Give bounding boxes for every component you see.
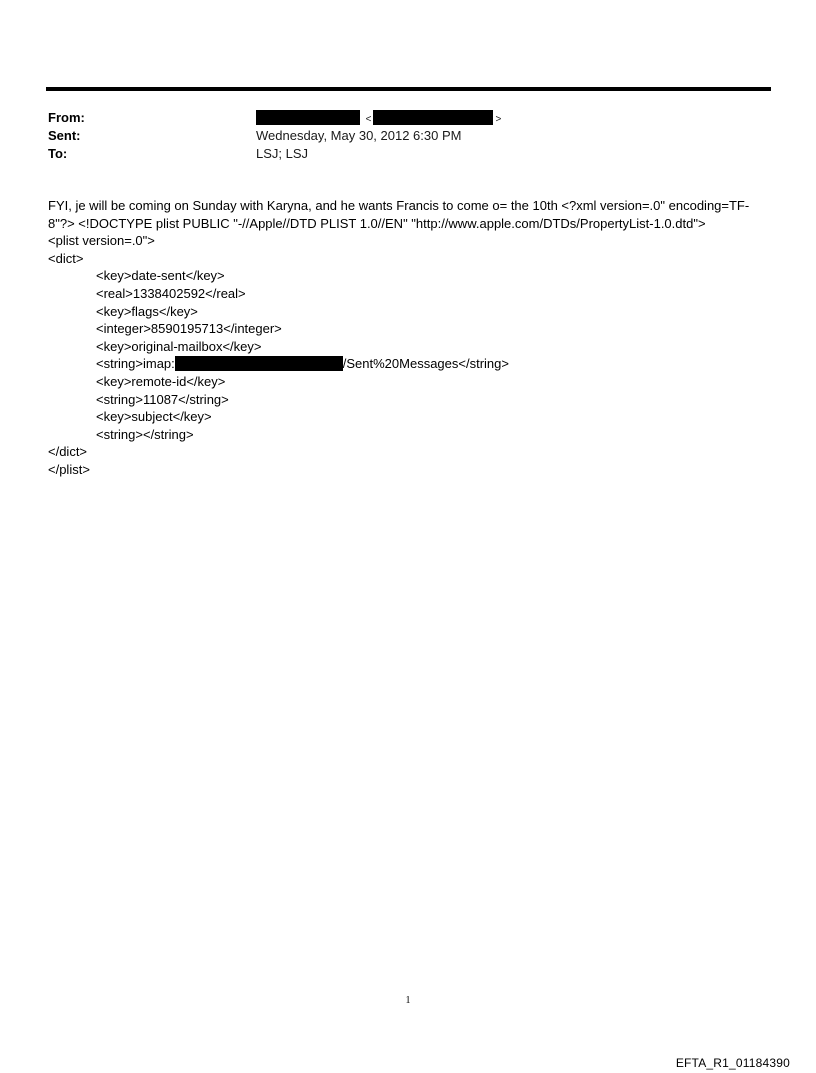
body-line: </plist>: [48, 461, 90, 477]
body-line: <key>subject</key>: [96, 409, 212, 425]
from-label: From:: [48, 110, 85, 125]
imap-suffix: /Sent%20Messages</string>: [342, 356, 509, 372]
redacted-sender-email: [373, 110, 493, 125]
imap-prefix: <string>imap:: [96, 356, 175, 372]
to-value: LSJ; LSJ: [256, 146, 309, 161]
body-line: </dict>: [48, 444, 88, 460]
body-line: <string></string>: [96, 426, 194, 442]
body-line: <plist version=.0">: [48, 233, 155, 249]
body-line: <key>remote-id</key>: [96, 373, 226, 389]
body-line: <key>flags</key>: [96, 303, 198, 319]
from-close-bracket: >: [495, 114, 502, 125]
body-line: <string>11087</string>: [96, 391, 229, 407]
body-line: <key>date-sent</key>: [96, 268, 225, 284]
message-body: [48, 197, 776, 479]
to-label: To:: [48, 146, 68, 161]
body-line-imap: [48, 355, 776, 373]
from-value: [256, 109, 503, 128]
bates-number: EFTA_R1_01184390: [675, 1056, 790, 1070]
body-line: <dict>: [48, 250, 84, 266]
sent-value: Wednesday, May 30, 2012 6:30 PM: [256, 128, 462, 143]
sent-label: Sent:: [48, 128, 81, 143]
body-line: 8"?> <!DOCTYPE plist PUBLIC "-//Apple//DTD PLIST 1.0//EN" "http://www.apple.com/DTDs/PropertyList-1.0.dtd">: [48, 215, 706, 231]
body-line: FYI, je will be coming on Sunday with Karyna, and he wants Francis to come o= the 10th <?xml version=.0" encoding=TF-: [48, 198, 750, 213]
body-line: <integer>8590195713</integer>: [96, 321, 282, 337]
page-number: 1: [405, 995, 411, 1006]
body-line: <real>1338402592</real>: [96, 285, 246, 301]
redacted-imap-address: [175, 356, 343, 371]
from-open-bracket: <: [365, 114, 372, 125]
body-line: <key>original-mailbox</key>: [96, 338, 262, 354]
redacted-sender-name: [256, 110, 360, 125]
header-divider: [46, 87, 771, 91]
